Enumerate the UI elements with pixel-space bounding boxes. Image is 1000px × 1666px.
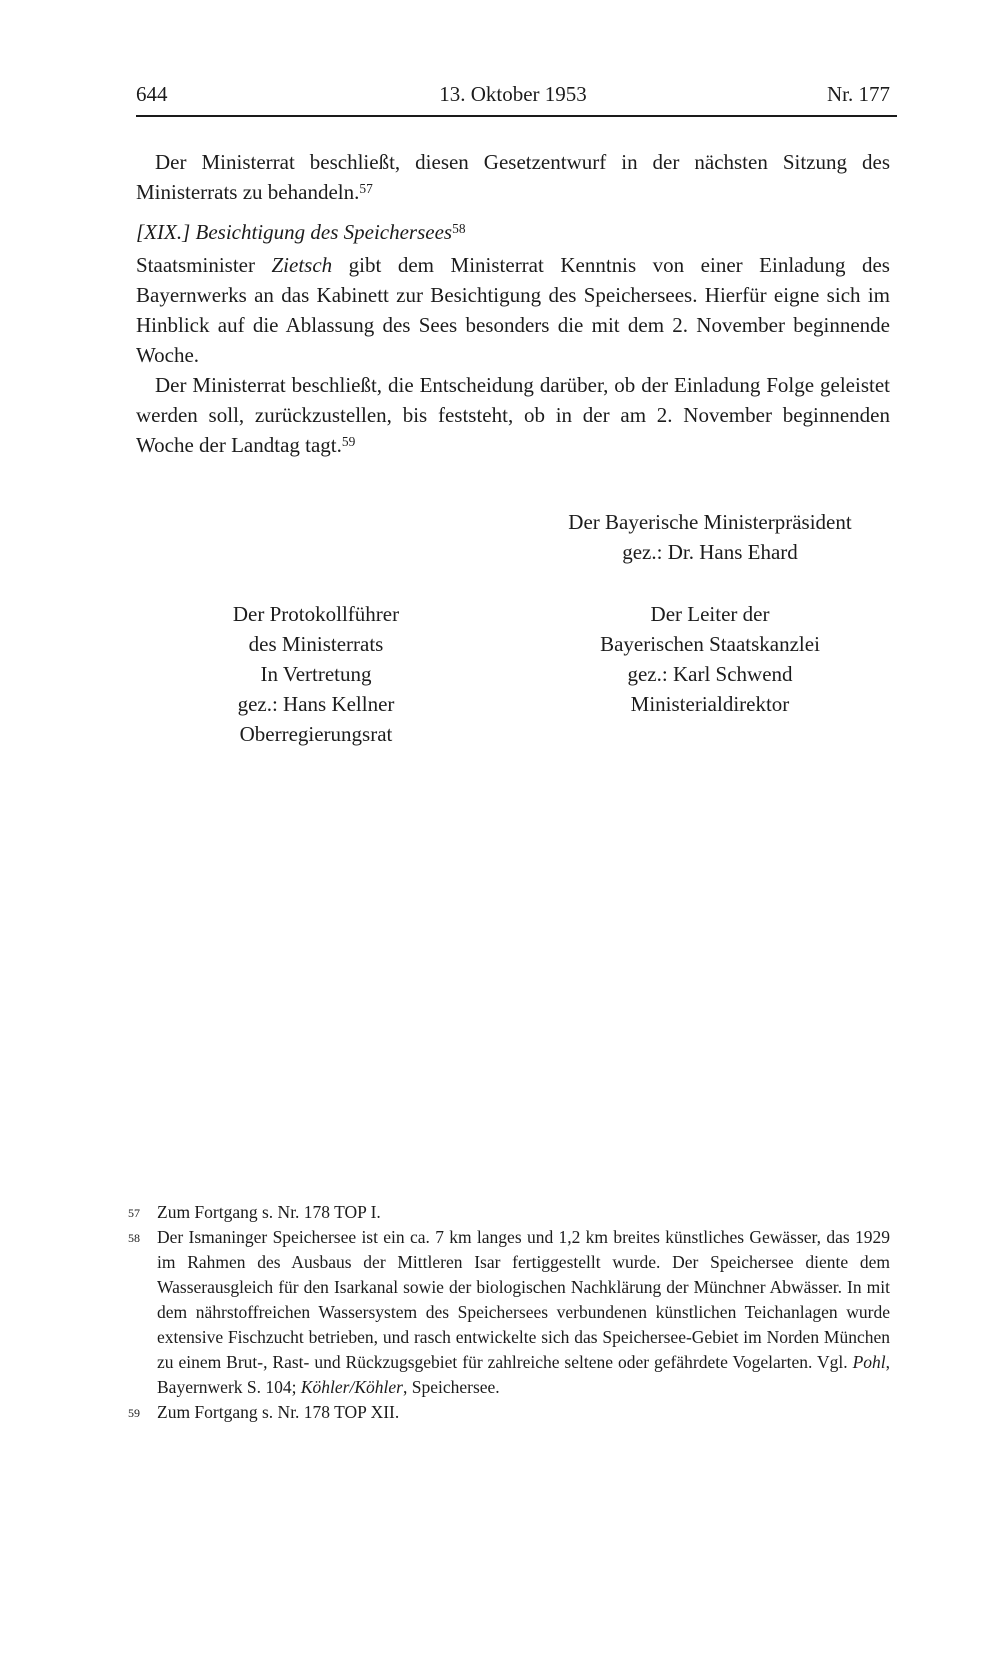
paragraph-resolution-1 — [136, 147, 890, 207]
president-title: Der Bayerische Ministerpräsident — [568, 510, 852, 534]
signature-recorder-block — [136, 599, 496, 749]
cited-author: Köhler/Köhler — [300, 1377, 403, 1397]
section-title: Besichtigung des Speichersees — [195, 220, 453, 244]
chancellery-title-line: Der Leiter der — [650, 602, 770, 626]
page-header — [136, 79, 897, 117]
footnote-57 — [128, 1200, 890, 1225]
recorder-rank: Oberregierungsrat — [239, 722, 393, 746]
footnote-number: 57 — [128, 1206, 140, 1220]
recorder-deputy-line: In Vertretung — [260, 662, 372, 686]
signature-chancellery-block — [530, 599, 890, 749]
header-date: 13. Oktober 1953 — [439, 82, 587, 106]
document-body — [136, 147, 890, 749]
footnotes-section — [128, 1200, 890, 1425]
section-heading — [136, 217, 890, 247]
paragraph-text: gibt dem Ministerrat Kenntnis von einer Einladung des Bayernwerks an das Kabinett zur Besichtigung des Speichersees. Hierfür eigne sich im Hinblick auf die Ablassung des Sees besonders die mit dem 2. November beginnende Woche. — [136, 253, 890, 367]
chancellery-title-line: Bayerischen Staatskanzlei — [600, 632, 820, 656]
chancellery-signature: gez.: Karl Schwend — [627, 662, 793, 686]
paragraph-text: Der Ministerrat beschließt, diesen Gesetzentwurf in der nächsten Sitzung des Ministerrats zu behandeln. — [136, 150, 890, 204]
footnote-number: 59 — [128, 1406, 140, 1420]
header-issue-number: Nr. 177 — [827, 82, 890, 106]
footnote-reference-59: 59 — [341, 433, 356, 449]
footnote-text: Zum Fortgang s. Nr. 178 TOP I. — [157, 1202, 381, 1222]
recorder-signature: gez.: Hans Kellner — [237, 692, 395, 716]
chancellery-rank: Ministerialdirektor — [630, 692, 790, 716]
minister-name: Zietsch — [271, 253, 333, 277]
footnote-58 — [128, 1225, 890, 1400]
cited-author: Pohl — [852, 1352, 886, 1372]
footnote-reference-58: 58 — [452, 220, 466, 236]
signature-president-block — [500, 507, 920, 567]
page-number: 644 — [136, 82, 168, 106]
paragraph-text: Der Ministerrat beschließt, die Entscheidung darüber, ob der Einladung Folge geleistet werden soll, zurückzustellen, bis feststeht, ob in der am 2. November beginnenden Woche der Landtag tagt. — [136, 373, 890, 457]
signature-columns — [136, 599, 890, 749]
footnote-text: , Bayernwerk S. 104; — [157, 1352, 890, 1397]
paragraph-resolution-2 — [136, 370, 890, 460]
footnote-reference-57: 57 — [359, 180, 373, 196]
paragraph-text: Staatsminister — [136, 253, 272, 277]
recorder-title-line: Der Protokollführer — [232, 602, 400, 626]
president-signature: gez.: Dr. Hans Ehard — [622, 540, 798, 564]
section-index: [XIX.] — [136, 220, 196, 244]
paragraph-announcement — [136, 250, 890, 370]
footnote-59 — [128, 1400, 890, 1425]
footnote-number: 58 — [128, 1231, 140, 1245]
footnote-text: Der Ismaninger Speichersee ist ein ca. 7 km langes und 1,2 km breites künstliches Gewässer, das 1929 im Rahmen des Ausbaus der Mittleren Isar fertiggestellt wurde. Der Speichersee diente dem Wasserausgleich für den Isarkanal sowie der biologischen Nachklärung der Münchner Abwässer. In mit dem nährstoffreichen Wassersystem des Speichersees verbundenen künstlichen Teichanlagen wurde extensive Fischzucht betrieben, und rasch entwickelte sich das Speichersee-Gebiet im Norden München zu einem Brut-, Rast- und Rückzugsgebiet für zahlreiche seltene oder gefährdete Vogelarten. Vgl. — [157, 1227, 890, 1372]
footnote-text: Zum Fortgang s. Nr. 178 TOP XII. — [157, 1402, 400, 1422]
footnote-text: , Speichersee. — [402, 1377, 500, 1397]
recorder-title-line: des Ministerrats — [248, 632, 384, 656]
